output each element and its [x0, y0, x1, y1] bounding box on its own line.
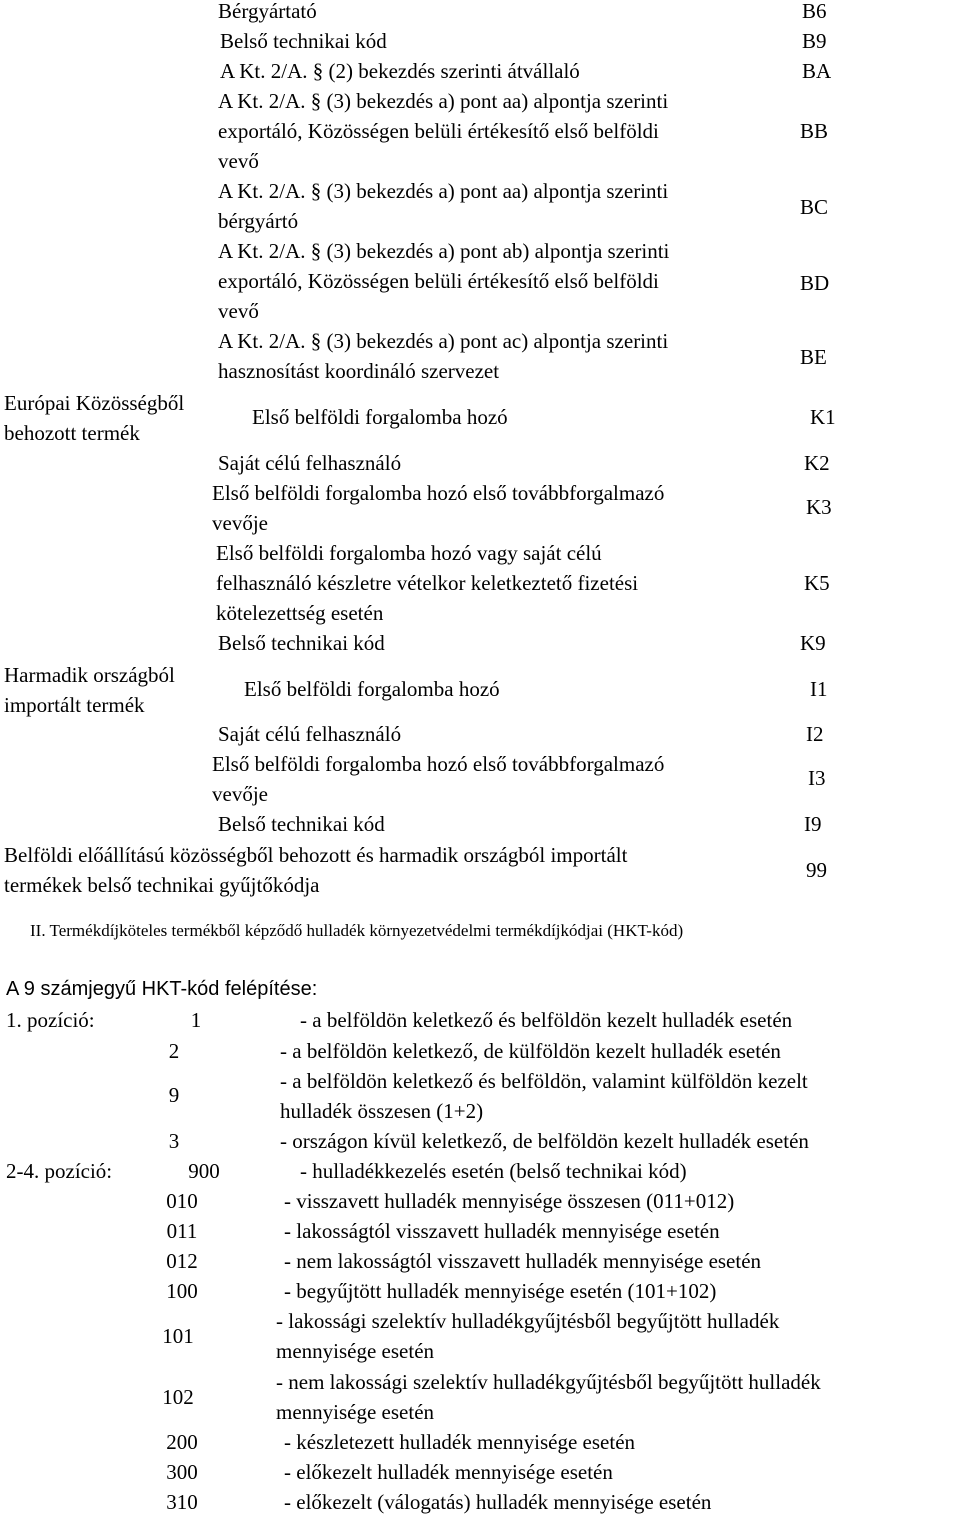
third-row-i9-label: Belső technikai kód: [218, 812, 385, 836]
eu-row-k3-code: K3: [806, 495, 832, 519]
eu-row-k3-line-1: Első belföldi forgalomba hozó első továbbforgalmazó: [212, 481, 665, 505]
row-be-code: BE: [800, 345, 827, 369]
eu-row-k2-code: K2: [804, 451, 830, 475]
third-row-i9-code: I9: [804, 812, 822, 836]
row-belso-technikai-label: Belső technikai kód: [220, 29, 387, 53]
third-row-i2-code: I2: [806, 722, 824, 746]
pos1-desc-2: - a belföldön keletkező, de külföldön kezelt hulladék esetén: [280, 1039, 781, 1063]
pos24-desc-010: - visszavett hulladék mennyisége összesen (011+012): [284, 1189, 735, 1213]
collector-line-1: Belföldi előállítású közösségből behozott és harmadik országból importált: [4, 843, 628, 867]
pos24-desc-102-line-1: - nem lakossági szelektív hulladékgyűjtésből begyűjtött hulladék: [276, 1370, 821, 1394]
pos24-code-012: 012: [166, 1249, 198, 1273]
eu-row-k5-line-2: felhasználó készletre vételkor keletkeztető fizetési: [216, 571, 639, 595]
eu-row-k5-code: K5: [804, 571, 830, 595]
pos1-code-1: 1: [190, 1008, 202, 1032]
pos24-label: 2-4. pozíció:: [6, 1159, 113, 1183]
eu-group-label-1: Európai Közösségből: [4, 391, 185, 415]
pos24-desc-011: - lakosságtól visszavett hulladék mennyisége esetén: [284, 1219, 720, 1243]
pos24-desc-102-line-2: mennyisége esetén: [276, 1400, 435, 1424]
pos1-desc-3: - országon kívül keletkező, de belföldön kezelt hulladék esetén: [280, 1129, 809, 1153]
collector-line-2: termékek belső technikai gyűjtőkódja: [4, 873, 320, 897]
collector-code: 99: [806, 858, 827, 882]
pos1-code-9: 9: [168, 1083, 180, 1107]
eu-row-k5-line-1: Első belföldi forgalomba hozó vagy saját célú: [216, 541, 602, 565]
pos24-code-011: 011: [166, 1219, 198, 1243]
pos1-desc-9-line-2: hulladék összesen (1+2): [280, 1099, 484, 1123]
pos24-code-010: 010: [166, 1189, 198, 1213]
third-row-i3-code: I3: [808, 766, 826, 790]
pos1-code-3: 3: [168, 1129, 180, 1153]
pos24-desc-100: - begyűjtött hulladék mennyisége esetén (101+102): [284, 1279, 717, 1303]
pos24-code-900: 900: [188, 1159, 220, 1183]
eu-row-k3-line-2: vevője: [212, 511, 268, 535]
pos1-code-2: 2: [168, 1039, 180, 1063]
row-bd-code: BD: [800, 271, 830, 295]
pos24-desc-300: - előkezelt hulladék mennyisége esetén: [284, 1460, 613, 1484]
pos24-desc-900: - hulladékkezelés esetén (belső technikai kód): [300, 1159, 687, 1183]
eu-row-k1-code: K1: [810, 405, 836, 429]
eu-row-k9-code: K9: [800, 631, 826, 655]
pos24-code-100: 100: [166, 1279, 198, 1303]
row-bd-line-1: A Kt. 2/A. § (3) bekezdés a) pont ab) alpontja szerinti: [218, 239, 670, 263]
pos1-desc-9-line-1: - a belföldön keletkező és belföldön, valamint külföldön kezelt: [280, 1069, 808, 1093]
row-bb-line-3: vevő: [218, 149, 259, 173]
row-bb-line-2: exportáló, Közösségen belüli értékesítő első belföldi: [218, 119, 659, 143]
eu-row-k1-label: Első belföldi forgalomba hozó: [252, 405, 508, 429]
pos24-desc-101-line-2: mennyisége esetén: [276, 1339, 435, 1363]
pos24-desc-101-line-1: - lakossági szelektív hulladékgyűjtésből begyűjtött hulladék: [276, 1309, 780, 1333]
eu-group-label-2: behozott termék: [4, 421, 140, 445]
third-row-i2-label: Saját célú felhasználó: [218, 722, 402, 746]
row-bergyartato-label: Bérgyártató: [218, 0, 317, 23]
row-bergyartato-code: B6: [802, 0, 827, 23]
row-atvallalo-label: A Kt. 2/A. § (2) bekezdés szerinti átvállaló: [220, 59, 580, 83]
pos24-code-200: 200: [166, 1430, 198, 1454]
pos24-code-102: 102: [162, 1385, 194, 1409]
row-bd-line-2: exportáló, Közösségen belüli értékesítő első belföldi: [218, 269, 659, 293]
row-belso-technikai-code: B9: [802, 29, 827, 53]
row-bc-line-1: A Kt. 2/A. § (3) bekezdés a) pont aa) alpontja szerinti: [218, 179, 669, 203]
row-bb-code: BB: [800, 119, 829, 143]
row-bc-line-2: bérgyártó: [218, 209, 299, 233]
row-bc-code: BC: [800, 195, 829, 219]
third-row-i1-code: I1: [810, 677, 828, 701]
section-heading: II. Termékdíjköteles termékből képződő hulladék környezetvédelmi termékdíjkódjai (HKT-kód): [30, 921, 684, 940]
row-be-line-2: hasznosítást koordináló szervezet: [218, 359, 500, 383]
third-row-i3-line-2: vevője: [212, 782, 268, 806]
pos1-label: 1. pozíció:: [6, 1008, 95, 1032]
eu-row-k9-label: Belső technikai kód: [218, 631, 385, 655]
structure-title: A 9 számjegyű HKT-kód felépítése:: [6, 978, 318, 1000]
row-bd-line-3: vevő: [218, 299, 259, 323]
pos24-desc-200: - készletezett hulladék mennyisége esetén: [284, 1430, 636, 1454]
third-group-label-1: Harmadik országból: [4, 663, 175, 687]
pos24-code-101: 101: [162, 1324, 194, 1348]
pos24-desc-012: - nem lakosságtól visszavett hulladék mennyisége esetén: [284, 1249, 762, 1273]
third-group-label-2: importált termék: [4, 693, 145, 717]
eu-row-k5-line-3: kötelezettség esetén: [216, 601, 384, 625]
pos24-code-310: 310: [166, 1490, 198, 1514]
pos24-desc-310: - előkezelt (válogatás) hulladék mennyisége esetén: [284, 1490, 712, 1514]
pos1-desc-1: - a belföldön keletkező és belföldön kezelt hulladék esetén: [300, 1008, 793, 1032]
third-row-i1-label: Első belföldi forgalomba hozó: [244, 677, 500, 701]
row-bb-line-1: A Kt. 2/A. § (3) bekezdés a) pont aa) alpontja szerinti: [218, 89, 669, 113]
row-atvallalo-code: BA: [802, 59, 832, 83]
third-row-i3-line-1: Első belföldi forgalomba hozó első továbbforgalmazó: [212, 752, 665, 776]
row-be-line-1: A Kt. 2/A. § (3) bekezdés a) pont ac) alpontja szerinti: [218, 329, 669, 353]
eu-row-k2-label: Saját célú felhasználó: [218, 451, 402, 475]
pos24-code-300: 300: [166, 1460, 198, 1484]
